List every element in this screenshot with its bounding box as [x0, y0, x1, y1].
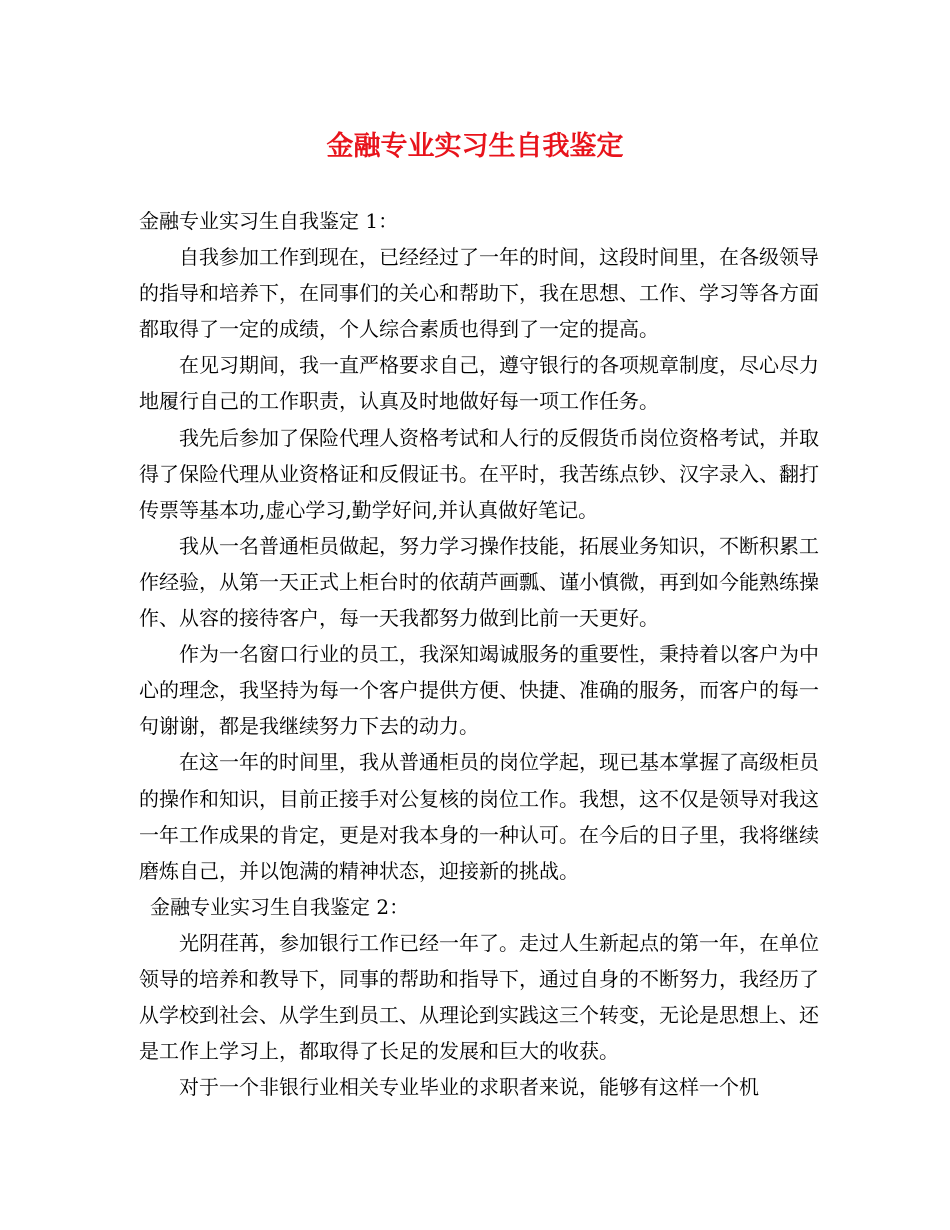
paragraph: 自我参加工作到现在，已经经过了一年的时间，这段时间里，在各级领导的指导和培养下，在同事们的关心和帮助下，我在思想、工作、学习等各方面都取得了一定的成绩，个人综合素质也得到了一定的提高。	[139, 245, 819, 342]
paragraph: 光阴荏苒，参加银行工作已经一年了。走过人生新起点的第一年，在单位领导的培养和教导下，同事的帮助和指导下，通过自身的不断努力，我经历了从学校到社会、从学生到员工、从理论到实践这三个转变，无论是思想上、还是工作上学习上，都取得了长足的发展和巨大的收获。	[139, 930, 819, 1064]
paragraph: 在这一年的时间里，我从普通柜员的岗位学起，现已基本掌握了高级柜员的操作和知识，目前正接手对公复核的岗位工作。我想，这不仅是领导对我这一年工作成果的肯定，更是对我本身的一种认可。在今后的日子里，我将继续磨炼自己，并以饱满的精神状态，迎接新的挑战。	[139, 750, 819, 883]
paragraph: 对于一个非银行业相关专业毕业的求职者来说，能够有这样一个机	[179, 1075, 759, 1100]
section-heading: 金融专业实习生自我鉴定 1：	[139, 209, 399, 233]
paragraph: 我从一名普通柜员做起，努力学习操作技能，拓展业务知识，不断积累工作经验，从第一天正式上柜台时的依葫芦画瓢、谨小慎微，再到如今能熟练操作、从容的接待客户，每一天我都努力做到比前一天更好。	[139, 533, 819, 631]
document-body	[139, 203, 819, 1105]
paragraph: 我先后参加了保险代理人资格考试和人行的反假货币岗位资格考试，并取得了保险代理从业资格证和反假证书。在平时，我苦练点钞、汉字录入、翻打传票等基本功,虚心学习,勤学好问,并认真做好笔记。	[139, 425, 819, 522]
paragraph: 在见习期间，我一直严格要求自己，遵守银行的各项规章制度，尽心尽力地履行自己的工作职责，认真及时地做好每一项工作任务。	[139, 353, 819, 414]
section-heading: 金融专业实习生自我鉴定 2：	[150, 894, 410, 919]
document-title: 金融专业实习生自我鉴定	[326, 131, 624, 162]
paragraph: 作为一名窗口行业的员工，我深知竭诚服务的重要性，秉持着以客户为中心的理念，我坚持为每一个客户提供方便、快捷、准确的服务，而客户的每一句谢谢，都是我继续努力下去的动力。	[139, 642, 819, 739]
